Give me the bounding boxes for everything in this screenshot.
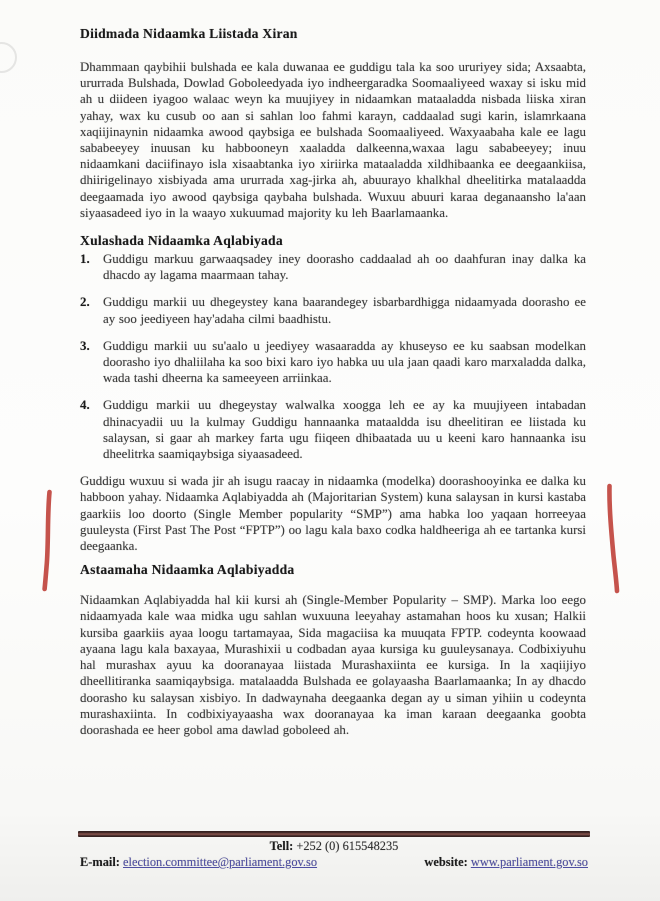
paragraph-features: Nidaamkan Aqlabiyadda hal kii kursi ah (Single-Member Popularity – SMP). Marka loo eego nidaamyada kale waa midka ugu sahlan wuxuuna leeyahay astamahan hoos ku xusan; Halkii kursiba gaarkiis ayaa loogu tartamayaa, Sida magaciisa ka muuqata FPTP. codeynta koowaad ayaana lagu kala baxayaa, Murashixii u codbadan ayaa kursiga ku guuleysanaya. Codbixiyuhu hal murashax ayuu ka dooranayaa liistada Murashaxiinta ee kursiga. In la xaqiijiyo dheellitiranka saamiqaybsiga. matalaadda Bulshada ee golayaasha Baarlamaanka; In ay dhacdo doorasho ku salaysan xisbiyo. In dadwaynaha deegaanka degan ay u siman yihiin u codeynta murashaxiinta. In codbixiyayaasha wax dooranayaa ka iman karaan deegaanka goobta doorashada ee heer gobol ama dawlad goboleed ah. <box>80 593 586 737</box>
page-curl-mark <box>0 42 17 73</box>
section-heading-features: Astaamaha Nidaamka Aqlabiyadda <box>80 562 295 578</box>
section-heading-selection: Xulashada Nidaamka Aqlabiyada <box>80 233 283 249</box>
paragraph-rejection: Dhammaan qaybihii bulshada ee kala duwanaa ee guddigu tala ka soo ururiyey sida; Axsaabta, ururrada Bulshada, Dowlad Goboleedyada iyo indheergaradka Soomaaliyeed waxay si isku mid ah u diideen iyagoo walaac weyn ka muujiyey in nidaamkan mataaladda nisbada liiska xiran yahay, wax ku cusub oo aan si sahlan loo fahmi karayn, caddaalad sugi karin, islamrkaana xaqiijinaynin nidaamka awood qaybsiga ee bulshada Soomaaliyeed. Waxyaabaha kale ee lagu sababeeyey inuusan ku habbooneyn xaaladda dalkeenna,waxaa lagu sababeeyey; inuu nidaamkani daciifinayo isla xisaabtanka iyo xiriirka mataaladda xildhibaanka ee deegaankiisa, dhiirigelinayo xisbiyada ama ururrada xag-jirka ah, abuurayo khalkhal dheelitirka matalaadda deegaamada iyo awood qaybsiga qaybaha bulshada. Wuxuu abuuri karaa deganaansho la'aan siyaasadeed iyo in la waayo xukuumad majority ku leh Baarlamaanka. <box>80 60 586 220</box>
list-item <box>80 294 586 326</box>
list-item-text: Guddigu markii uu dhegeystey kana baarandegey isbarbardhigga nidaamyada doorasho ee ay soo jeediyeen hay'adaha cilmi baadhistu. <box>103 295 586 326</box>
footer-contact-line <box>80 855 588 870</box>
list-item-number: 2. <box>80 295 90 310</box>
list-item-text: Guddigu markuu garwaaqsadey iney doorasho caddaalad ah oo daahfuran inay dalka ka dhacdo ay lagama maarmaan tahay. <box>103 252 586 283</box>
list-item <box>80 251 586 283</box>
list-item-number: 3. <box>80 338 90 353</box>
list-item-text: Guddigu markii uu dhegeystay walwalka xoogga leh ee ay ka muujiyeen intabadan dhinacyadii uu la kulmay Guddigu hannaanka mataaldda isu dheelitiran ee liistada ku salaysan, si gaar ah markey farta ugu fiiqeen dhibaatada uu u keeni karo hannaanka isu dheelitrka saamiqaybsiga siyaasadeed. <box>103 398 586 462</box>
email-link[interactable]: election.committee@parliament.gov.so <box>123 855 318 869</box>
left-red-pen-stroke-icon <box>45 492 50 589</box>
website-group <box>424 855 588 870</box>
telephone-label: Tell: <box>269 839 294 853</box>
website-label: website: <box>424 855 471 869</box>
document-body <box>80 26 586 738</box>
numbered-list <box>80 251 586 462</box>
footer-telephone-line <box>78 839 590 854</box>
list-item-number: 4. <box>80 398 90 413</box>
list-item <box>80 338 586 387</box>
list-item-text: Guddigu markii uu su'aalo u jeediyey wasaaradda ay khuseyso ee ku saabsan modelkan doorasho iyo dhaliilaha ka soo bixi karo iyo habka uu ula jaan qaadi karo marxaladda dalka, wada tashi dheerna ka sameeyeen arriinkaa. <box>103 338 586 386</box>
telephone-value: +252 (0) 615548235 <box>293 839 399 853</box>
list-item <box>80 397 586 462</box>
section-heading-rejection: Diidmada Nidaamka Liistada Xiran <box>80 26 298 41</box>
paragraph-agreement-red-marked: Guddigu wuxuu si wada jir ah isugu raacay in nidaamka (modelka) doorashooyinka ee dalka ku habboon yahay. Nidaamka Aqlabiyadda ah (Majoritarian System) kuna salaysan in kursi kastaba gaarkiis loo doorto (Single Member popularity “SMP”) ama habka loo yaqaan horreeyaa guuleysta (First Past The Post “FPTP”) oo lagu kala baxo codka haldheeriga ah ee tartanka kursi deegaanka. <box>80 474 586 554</box>
footer-divider-rule <box>78 831 590 837</box>
website-link[interactable]: www.parliament.gov.so <box>470 855 588 869</box>
email-label: E-mail: <box>80 855 124 869</box>
list-item-number: 1. <box>80 252 90 267</box>
right-red-pen-stroke-icon <box>609 486 617 591</box>
email-group <box>80 855 317 870</box>
